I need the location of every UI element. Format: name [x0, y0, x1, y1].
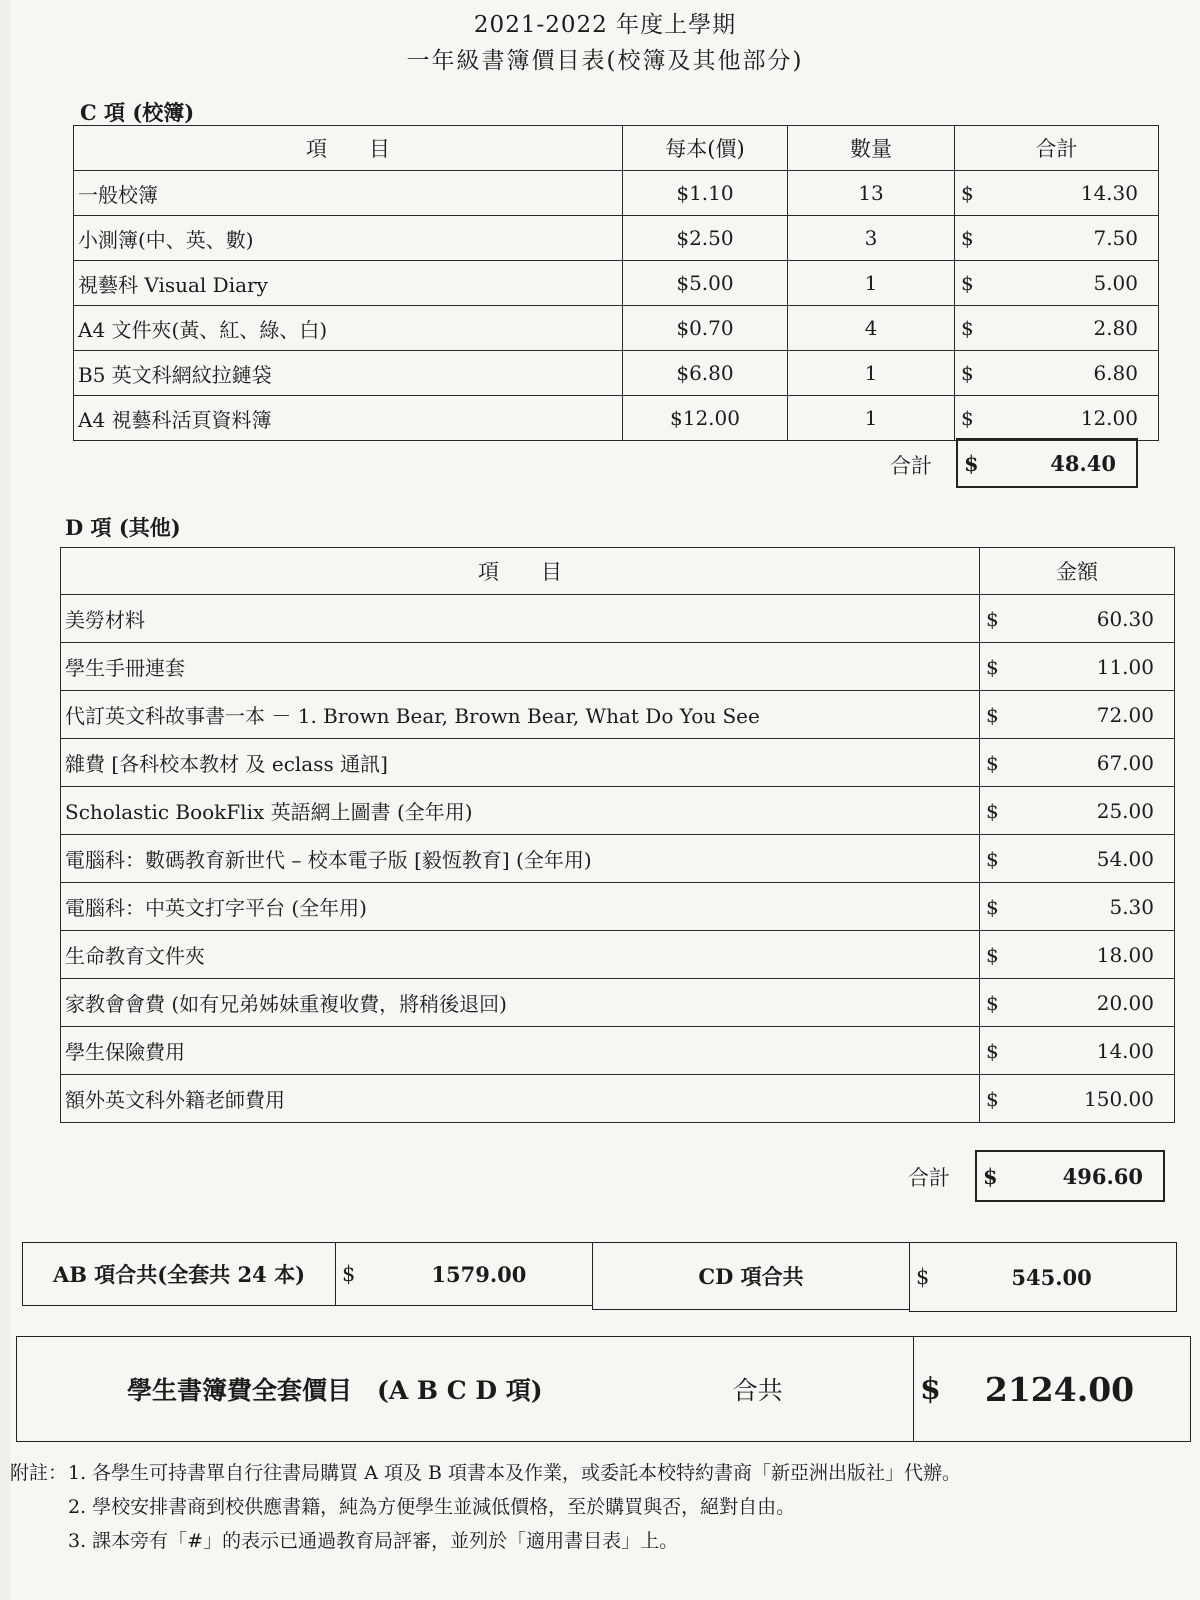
amount — [980, 691, 1175, 739]
amount-value: 25.00 — [1096, 798, 1154, 823]
amount — [980, 835, 1175, 883]
quantity: 1 — [788, 261, 955, 306]
table-row — [61, 883, 1175, 931]
item-name: 小測簿(中、英、數) — [74, 216, 623, 261]
currency-symbol: $ — [986, 1086, 999, 1111]
item-name: 美勞材料 — [61, 595, 980, 643]
item-name: 一般校簿 — [74, 171, 623, 216]
currency-symbol: $ — [964, 450, 979, 476]
section-d-subtotal-value: 496.60 — [1062, 1163, 1143, 1189]
table-row — [74, 261, 1159, 306]
table-row — [74, 171, 1159, 216]
table-row — [74, 351, 1159, 396]
table-row — [74, 216, 1159, 261]
cd-total-value: 545.00 — [1011, 1264, 1092, 1290]
amount-value: 60.30 — [1096, 606, 1154, 631]
footnote-item: 2. 學校安排書商到校供應書籍，純為方便學生並減低價格，至於購買與否，絕對自由。 — [68, 1496, 796, 1518]
line-total-value: 7.50 — [1093, 226, 1138, 250]
section-c-subtotal-box — [956, 438, 1138, 488]
line-total-value: 6.80 — [1093, 361, 1138, 385]
table-header-row — [74, 126, 1159, 171]
amount — [980, 931, 1175, 979]
ab-total-value-box — [335, 1242, 593, 1306]
table-row — [61, 931, 1175, 979]
table-row — [61, 1027, 1175, 1075]
document-title-year: 2021-2022 年度上學期 — [473, 12, 737, 38]
footnote-row — [10, 1490, 961, 1524]
currency-symbol: $ — [961, 361, 974, 385]
currency-symbol: $ — [986, 894, 999, 919]
footnote-item: 1. 各學生可持書單自行往書局購買 A 項及 B 項書本及作業，或委託本校特約書商「新亞洲出版社」代辦。 — [68, 1462, 962, 1484]
column-header-unit-price: 每本(價) — [623, 126, 788, 171]
footnote-row — [10, 1524, 961, 1558]
currency-symbol: $ — [983, 1163, 998, 1189]
column-header-item: 項 目 — [61, 548, 980, 595]
column-header-total: 合計 — [955, 126, 1159, 171]
amount — [980, 883, 1175, 931]
section-c-table — [73, 125, 1159, 441]
quantity: 1 — [788, 396, 955, 441]
line-total — [955, 351, 1159, 396]
currency-symbol: $ — [986, 1038, 999, 1063]
item-name: 學生手冊連套 — [61, 643, 980, 691]
item-name: 學生保險費用 — [61, 1027, 980, 1075]
currency-symbol: $ — [961, 406, 974, 430]
section-c-label: C 項 (校簿) — [80, 100, 195, 125]
section-d-table — [60, 547, 1175, 1123]
unit-price: $1.10 — [623, 171, 788, 216]
footnotes — [10, 1456, 961, 1558]
amount — [980, 787, 1175, 835]
amount-value: 5.30 — [1109, 894, 1154, 919]
currency-symbol: $ — [986, 606, 999, 631]
amount-value: 14.00 — [1096, 1038, 1154, 1063]
amount-value: 20.00 — [1096, 990, 1154, 1015]
item-name: 生命教育文件夾 — [61, 931, 980, 979]
unit-price: $5.00 — [623, 261, 788, 306]
currency-symbol: $ — [961, 181, 974, 205]
line-total-value: 12.00 — [1080, 406, 1138, 430]
section-c-subtotal-label: 合計 — [890, 454, 932, 478]
item-name: B5 英文科網紋拉鏈袋 — [74, 351, 623, 396]
line-total — [955, 306, 1159, 351]
currency-symbol: $ — [986, 798, 999, 823]
amount-value: 54.00 — [1096, 846, 1154, 871]
item-name: 額外英文科外籍老師費用 — [61, 1075, 980, 1123]
amount — [980, 595, 1175, 643]
item-name: 家教會會費 (如有兄弟姊妹重複收費，將稍後退回) — [61, 979, 980, 1027]
currency-symbol: $ — [916, 1265, 930, 1289]
item-name: A4 文件夾(黃、紅、綠、白) — [74, 306, 623, 351]
currency-symbol: $ — [961, 271, 974, 295]
amount — [980, 1075, 1175, 1123]
currency-symbol: $ — [986, 654, 999, 679]
unit-price: $6.80 — [623, 351, 788, 396]
quantity: 3 — [788, 216, 955, 261]
line-total — [955, 261, 1159, 306]
grand-total-value-box — [913, 1336, 1191, 1442]
section-d-label: D 項 (其他) — [65, 515, 181, 540]
line-total — [955, 216, 1159, 261]
grand-total-label: 學生書簿費全套價目 (A B C D 項) — [127, 1376, 543, 1405]
cd-total-label-text: CD 項合共 — [698, 1264, 804, 1289]
table-row — [61, 1075, 1175, 1123]
quantity: 13 — [788, 171, 955, 216]
table-header-row — [61, 548, 1175, 595]
table-row — [61, 595, 1175, 643]
unit-price: $0.70 — [623, 306, 788, 351]
amount-value: 72.00 — [1096, 702, 1154, 727]
amount-value: 67.00 — [1096, 750, 1154, 775]
table-row — [61, 643, 1175, 691]
section-d-subtotal-box — [975, 1150, 1165, 1202]
amount-value: 11.00 — [1096, 654, 1154, 679]
currency-symbol: $ — [342, 1262, 356, 1286]
column-header-item: 項 目 — [74, 126, 623, 171]
grand-total-sum-label: 合共 — [732, 1376, 783, 1405]
cd-total-value-box — [909, 1242, 1177, 1312]
ab-total-label-text: AB 項合共(全套共 24 本) — [52, 1262, 306, 1287]
line-total — [955, 396, 1159, 441]
currency-symbol: $ — [986, 846, 999, 871]
currency-symbol: $ — [986, 750, 999, 775]
cd-total-label — [592, 1242, 910, 1310]
section-d-subtotal-label: 合計 — [908, 1166, 950, 1190]
table-row — [74, 396, 1159, 441]
amount-value: 18.00 — [1096, 942, 1154, 967]
document-title: 一年級書簿價目表(校簿及其他部分) — [406, 48, 804, 74]
table-row — [61, 835, 1175, 883]
column-header-amount: 金額 — [980, 548, 1175, 595]
quantity: 1 — [788, 351, 955, 396]
unit-price: $2.50 — [623, 216, 788, 261]
ab-total-value: 1579.00 — [431, 1261, 527, 1287]
grand-total-label-box — [16, 1336, 914, 1442]
item-name: A4 視藝科活頁資料簿 — [74, 396, 623, 441]
amount — [980, 1027, 1175, 1075]
grand-total-value: 2124.00 — [984, 1369, 1135, 1409]
amount — [980, 643, 1175, 691]
currency-symbol: $ — [961, 226, 974, 250]
currency-symbol: $ — [986, 942, 999, 967]
table-row — [61, 787, 1175, 835]
item-name: 雜費 [各科校本教材 及 eclass 通訊] — [61, 739, 980, 787]
quantity: 4 — [788, 306, 955, 351]
column-header-quantity: 數量 — [788, 126, 955, 171]
table-row — [61, 691, 1175, 739]
table-row — [61, 979, 1175, 1027]
unit-price: $12.00 — [623, 396, 788, 441]
item-name: 電腦科：數碼教育新世代 – 校本電子版 [毅恆教育] (全年用) — [61, 835, 980, 883]
ab-total-label — [22, 1242, 336, 1306]
currency-symbol: $ — [986, 702, 999, 727]
amount — [980, 979, 1175, 1027]
table-row — [61, 739, 1175, 787]
line-total-value: 14.30 — [1080, 181, 1138, 205]
item-name: Scholastic BookFlix 英語網上圖書 (全年用) — [61, 787, 980, 835]
amount-value: 150.00 — [1084, 1086, 1154, 1111]
table-row — [74, 306, 1159, 351]
footnote-prefix: 附註： — [10, 1462, 68, 1484]
line-total-value: 2.80 — [1093, 316, 1138, 340]
currency-symbol: $ — [986, 990, 999, 1015]
line-total-value: 5.00 — [1093, 271, 1138, 295]
item-name: 電腦科：中英文打字平台 (全年用) — [61, 883, 980, 931]
footnote-item: 3. 課本旁有「#」的表示已通過教育局評審，並列於「適用書目表」上。 — [68, 1530, 679, 1552]
currency-symbol: $ — [920, 1371, 941, 1407]
line-total — [955, 171, 1159, 216]
item-name: 視藝科 Visual Diary — [74, 261, 623, 306]
footnote-row — [10, 1456, 961, 1490]
currency-symbol: $ — [961, 316, 974, 340]
section-c-subtotal-value: 48.40 — [1050, 450, 1116, 476]
item-name: 代訂英文科故事書一本 － 1. Brown Bear, Brown Bear, What Do You See — [61, 691, 980, 739]
amount — [980, 739, 1175, 787]
price-list-sheet — [10, 0, 1200, 1600]
